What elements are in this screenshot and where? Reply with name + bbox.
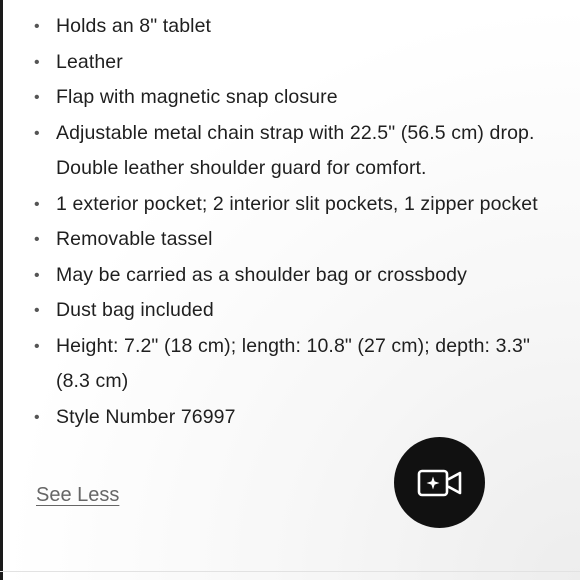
bullet-icon: • bbox=[34, 408, 40, 426]
list-item-text: Dust bag included bbox=[56, 299, 214, 321]
bullet-icon: • bbox=[34, 195, 40, 213]
product-details-list bbox=[34, 9, 554, 435]
list-item bbox=[34, 329, 554, 400]
list-item-text: Flap with magnetic snap closure bbox=[56, 86, 338, 108]
left-edge-divider bbox=[0, 0, 3, 580]
list-item-text: 1 exterior pocket; 2 interior slit pockets, 1 zipper pocket bbox=[56, 192, 538, 215]
list-item bbox=[34, 9, 554, 45]
bottom-divider bbox=[0, 571, 580, 572]
video-sparkle-icon bbox=[417, 468, 463, 498]
list-item bbox=[34, 45, 554, 81]
list-item-text: Removable tassel bbox=[56, 228, 213, 250]
bullet-icon: • bbox=[34, 266, 40, 284]
list-item bbox=[34, 400, 554, 436]
list-item bbox=[34, 222, 554, 258]
bullet-icon: • bbox=[34, 18, 40, 35]
list-item-text: Leather bbox=[56, 50, 123, 73]
list-item-text: Style Number 76997 bbox=[56, 405, 236, 428]
list-item-text: Holds an 8" tablet bbox=[56, 15, 212, 37]
bullet-icon: • bbox=[34, 124, 40, 142]
bullet-icon: • bbox=[34, 231, 40, 248]
list-item bbox=[34, 293, 554, 329]
bullet-icon: • bbox=[34, 302, 40, 319]
list-item bbox=[34, 80, 554, 116]
bullet-icon: • bbox=[34, 89, 40, 106]
bullet-icon: • bbox=[34, 53, 40, 71]
list-item bbox=[34, 258, 554, 294]
list-item-text: Height: 7.2" (18 cm); length: 10.8" (27 cm); depth: 3.3" (8.3 cm) bbox=[56, 334, 531, 392]
list-item bbox=[34, 116, 554, 187]
list-item-text: May be carried as a shoulder bag or crossbody bbox=[56, 263, 467, 286]
see-less-link[interactable]: See Less bbox=[36, 484, 120, 506]
list-item bbox=[34, 187, 554, 223]
bullet-icon: • bbox=[34, 337, 40, 355]
video-button[interactable] bbox=[394, 437, 485, 528]
list-item-text: Adjustable metal chain strap with 22.5" (56.5 cm) drop. Double leather shoulder guard for comfort. bbox=[56, 121, 535, 179]
